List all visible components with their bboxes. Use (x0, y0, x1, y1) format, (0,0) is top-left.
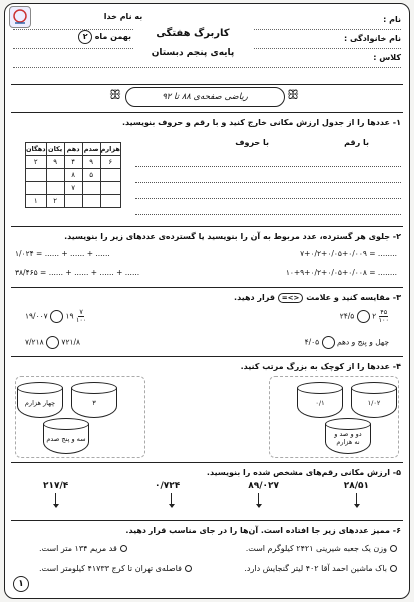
q3-compare-1-left (25, 309, 86, 324)
q2-expansion-1: ۷+۰/۲+۰/۰۵+۰/۰۰۹ = ........ (300, 249, 397, 258)
table-header-row (26, 143, 121, 156)
cylinder-label: دو و صد و نه هزارم (334, 430, 362, 446)
q3-prompt-b: قرار دهید. (234, 293, 275, 302)
q6-prompt: ۶- ممیز عددهای زیر جا افتاده است. آن‌ها را در جای مناسب قرار دهید. (125, 526, 401, 535)
fraction-numerator: ۴۵ (380, 308, 388, 316)
q3-prompt-a: ۳- مقایسه کنید و علامت (306, 293, 401, 302)
cylinder-label: سه و پنج صدم (46, 435, 86, 443)
cylinder-label: چهار هزارم (24, 399, 56, 407)
q5-number: ۸۹/۰۲۷ (248, 481, 279, 491)
table-cell: ۲ (46, 195, 64, 208)
compare-circle[interactable] (322, 336, 335, 349)
q6-sentence-4 (39, 564, 192, 573)
worksheet-title: کاربرگ هفتگی (133, 28, 253, 39)
q6-divider (11, 520, 403, 521)
q2-divider (11, 226, 403, 227)
table-cell: ۲ (26, 156, 47, 169)
table-header-cell: صدم (82, 143, 100, 156)
arrow-down-icon (171, 493, 172, 507)
arrow-down-icon (55, 493, 56, 507)
bullet-icon (185, 565, 192, 572)
q3-value: ۲۴/۵ (339, 311, 355, 321)
compare-circle[interactable] (357, 310, 370, 323)
butterfly-left-icon: ꕥ (109, 88, 122, 103)
table-header-cell: دهم (64, 143, 82, 156)
q4-divider (11, 356, 403, 357)
table-header-cell: دهگان (26, 143, 47, 156)
fraction (379, 309, 389, 324)
bullet-icon (390, 545, 397, 552)
q1-prompt: ۱- عددها را از جدول ارزش مکانی خارج کنید و با رقم و حروف بنویسید. (121, 118, 401, 127)
table-cell (46, 169, 64, 182)
name-label: نام : (383, 15, 401, 24)
cylinder-label: ۰/۱ (315, 399, 325, 407)
q1-divider (11, 112, 403, 113)
arrow-down-icon (258, 493, 259, 507)
q3-compare-1-right (340, 309, 389, 324)
q6-sentence-text: قد مریم ۱۳۴ متر است. (39, 544, 117, 553)
q6-sentence-1 (246, 544, 397, 553)
table-cell: ۹ (82, 156, 100, 169)
q4-prompt: ۴- عددها را از کوچک به بزرگ مرتب کنید. (240, 362, 401, 371)
butterfly-right-icon: ꕥ (287, 88, 300, 103)
q3-value: چهل و پنج و دهم (336, 337, 389, 347)
page-number: ۱ (13, 576, 29, 592)
number-cylinder (43, 418, 89, 460)
fraction-denominator: ۱۰۰ (75, 316, 87, 324)
answer-line (135, 214, 401, 215)
table-cell (100, 195, 120, 208)
q3-value: ۴/۰۵ (304, 337, 320, 347)
table-header-cell: یکان (46, 143, 64, 156)
table-cell (26, 169, 47, 182)
q5-number: ۲۸/۵۱ (343, 481, 369, 491)
table-cell (82, 195, 100, 208)
q6-sentence-3 (244, 564, 397, 573)
basmala: به نام خدا (103, 12, 143, 21)
table-cell (26, 182, 47, 195)
answer-line (135, 182, 401, 183)
table-row (26, 169, 121, 182)
table-header-cell: هزارم (100, 143, 120, 156)
bullet-icon (120, 545, 127, 552)
q6-sentence-2 (39, 544, 127, 553)
fraction-denominator: ۱۰۰ (378, 316, 389, 324)
table-cell: ۱ (26, 195, 47, 208)
month-block (51, 30, 131, 44)
table-cell: ۴ (64, 156, 82, 169)
q2-number-2: ۳۸/۴۶۵ = ...... + ...... + ...... + ...... (15, 268, 140, 277)
compare-circle[interactable] (46, 336, 59, 349)
table-row (26, 182, 121, 195)
answer-line (135, 166, 401, 167)
table-cell (82, 182, 100, 195)
table-cell (100, 182, 120, 195)
banner (125, 87, 285, 107)
q3-value: ۱۹ (65, 311, 74, 321)
section-divider (11, 84, 403, 85)
table-cell: ۷ (64, 182, 82, 195)
q1-letters-header: با حروف (235, 138, 269, 147)
table-row (26, 156, 121, 169)
table-cell (46, 182, 64, 195)
banner-text: ریاضی صفحه‌ی ۸۸ تا ۹۲ (162, 92, 248, 102)
q5-prompt: ۵- ارزش مکانی رقم‌های مشخص شده را بنویسید. (206, 468, 401, 477)
q5-number: ۲۱۷/۴ (43, 481, 69, 491)
q5-divider (11, 462, 403, 463)
cylinder-label: ۱/۰۲ (367, 399, 381, 407)
grade-title: پایه‌ی پنجم دبستان (133, 48, 253, 58)
logo-icon (9, 6, 31, 28)
header (13, 12, 401, 68)
q3-compare-2-right (305, 336, 389, 349)
month-label: بهمن ماه (94, 32, 131, 41)
worksheet (4, 3, 410, 599)
table-cell (64, 195, 82, 208)
q3-value: ۷۲۱/۸ (61, 337, 81, 347)
q5-number: ۰/۷۲۴ (155, 481, 181, 491)
q3-compare-2-left (25, 336, 80, 349)
q6-sentence-text: باک ماشین احمد آقا ۴۰۲ لیتر گنجایش دارد. (244, 564, 387, 573)
cylinder-label: ۳ (92, 399, 96, 407)
compare-circle[interactable] (50, 310, 63, 323)
q2-prompt: ۲- جلوی هر گسترده، عدد مربوط به آن را بنویسید یا گسترده‌ی عددهای زیر را بنویسید. (64, 232, 401, 241)
q3-value: ۱۹/۰۰۷ (25, 311, 48, 321)
bullet-icon (390, 565, 397, 572)
q2-expansion-2: ۱۰+۹+۰/۲+۰/۰۵+۰/۰۰۸ = ........ (285, 268, 397, 277)
table-cell (100, 169, 120, 182)
q3-divider (11, 287, 403, 288)
q2-number-1: ۱/۰۲۴ = ...... + ...... + ...... (15, 249, 110, 258)
q3-prompt (234, 293, 401, 303)
family-label: نام خانوادگی : (343, 34, 401, 43)
table-cell: ۸ (64, 169, 82, 182)
week-number: ۲ (78, 30, 92, 44)
fraction-numerator: ۷ (79, 308, 83, 316)
number-cylinder (325, 418, 371, 460)
fraction (76, 309, 86, 324)
table-row (26, 195, 121, 208)
answer-line (135, 198, 401, 199)
q3-value: ۲ (372, 311, 377, 321)
table-cell: ۶ (100, 156, 120, 169)
table-cell: ۵ (82, 169, 100, 182)
table-cell: ۹ (46, 156, 64, 169)
q3-value: ۷/۲۱۸ (25, 337, 44, 347)
q6-sentence-text: وزن یک جعبه شیرینی ۲۴۲۱ کیلوگرم است. (245, 544, 387, 553)
q3-symbols: <>= (278, 293, 304, 303)
class-label: کلاس : (373, 53, 401, 62)
place-value-table (25, 142, 121, 208)
arrow-down-icon (356, 493, 357, 507)
q6-sentence-text: فاصله‌ی تهران تا کرج ۴۱۷۳۳ کیلومتر است. (39, 564, 182, 573)
q1-digit-header: با رقم (344, 138, 369, 147)
